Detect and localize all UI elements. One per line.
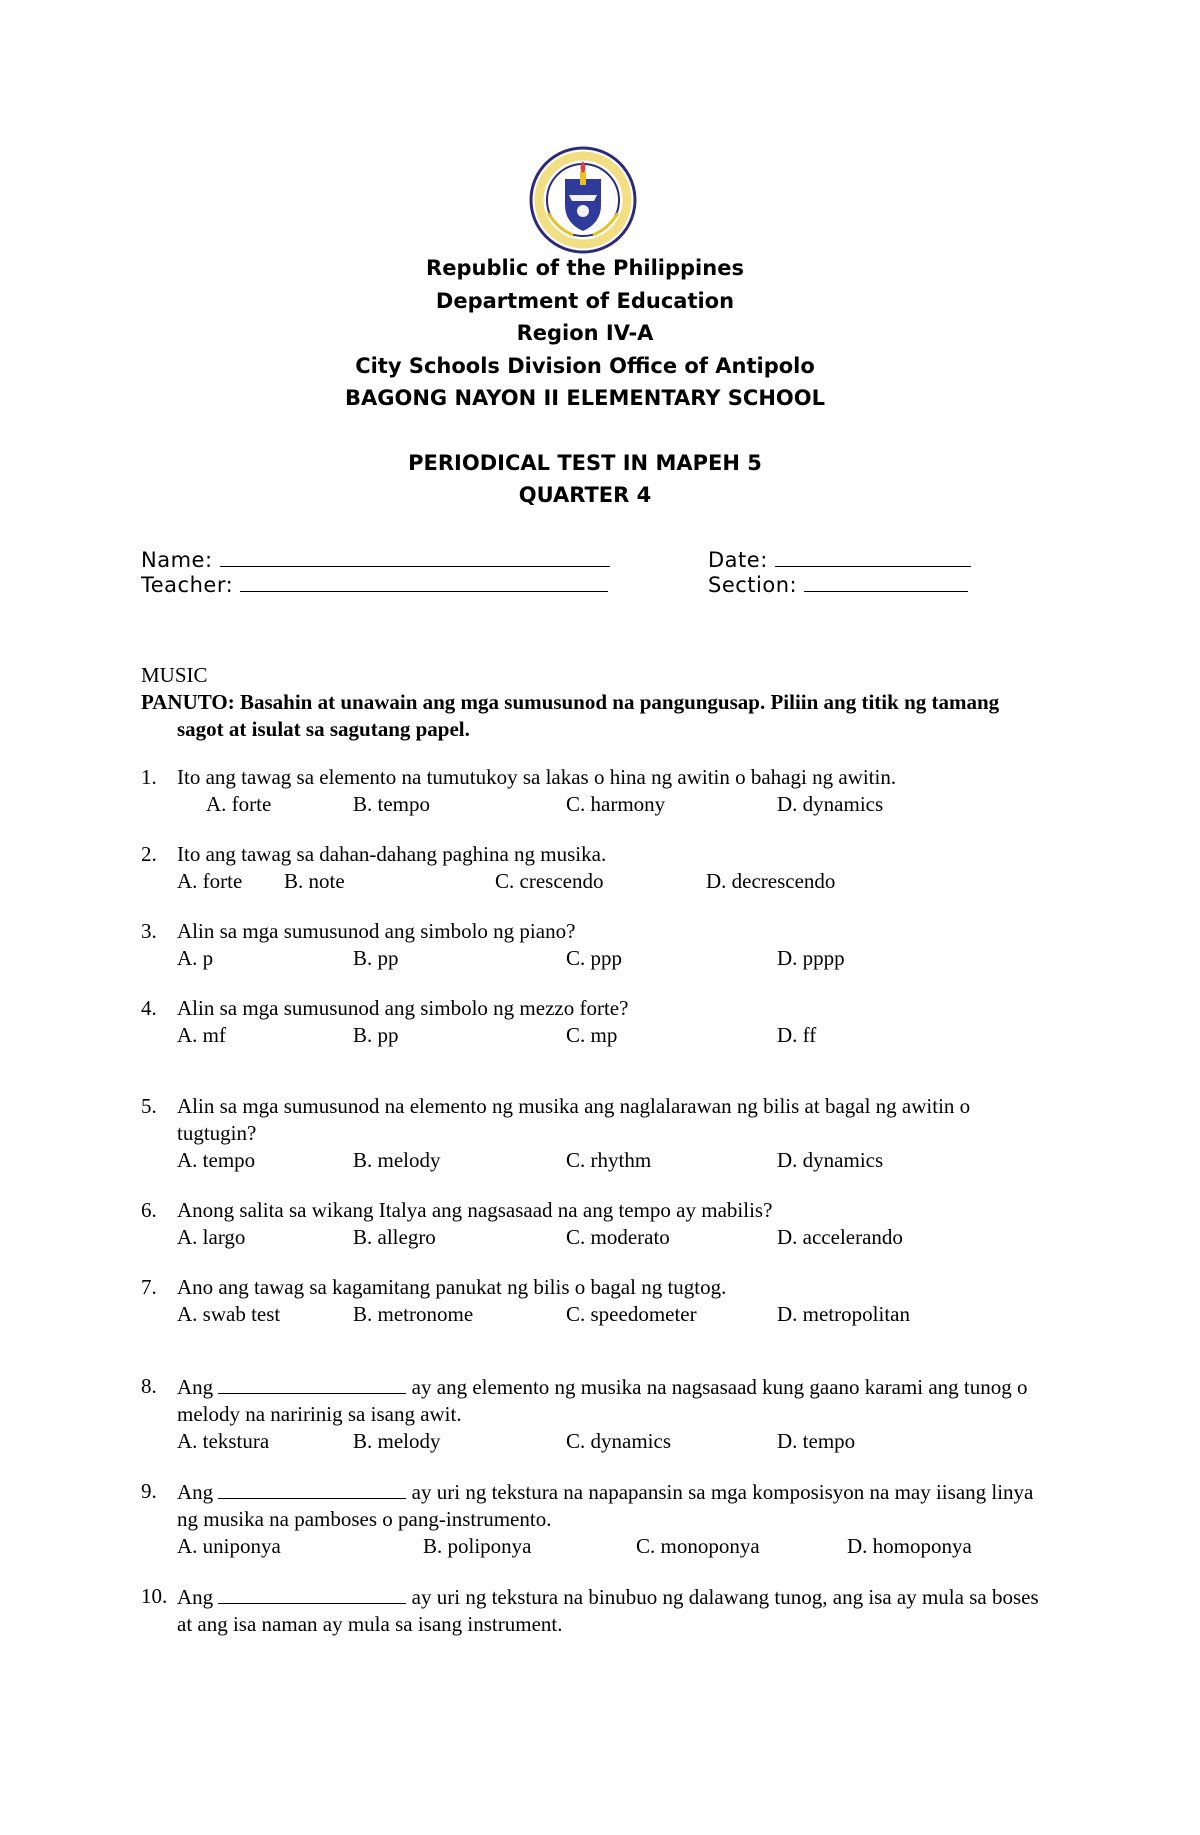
answer-choice[interactable]: A. mf	[177, 1023, 226, 1047]
answer-choice[interactable]: D. accelerando	[777, 1225, 903, 1249]
choice-row	[177, 1428, 1041, 1455]
answer-choice[interactable]: D. dynamics	[777, 1148, 884, 1172]
answer-choice[interactable]: C. rhythm	[566, 1148, 652, 1172]
question-item	[141, 1093, 1041, 1174]
answer-choice[interactable]: D. ff	[777, 1023, 817, 1047]
republic-heading: Republic of the Philippines	[426, 256, 744, 280]
question-item	[141, 1478, 1041, 1560]
answer-choice[interactable]: C. crescendo	[495, 869, 604, 893]
answer-choice[interactable]: B. allegro	[353, 1225, 436, 1249]
answer-choice[interactable]: A. uniponya	[177, 1534, 281, 1558]
question-item	[141, 918, 1041, 972]
question-item	[141, 841, 1041, 895]
document-header	[0, 252, 1170, 512]
question-stem: ay ang elemento ng musika na nagsasaad kung gaano karami ang tunog o melody na naririnig sa isang awit.	[177, 1375, 1028, 1426]
question-text	[177, 1478, 1041, 1533]
answer-choice[interactable]: C. speedometer	[566, 1302, 697, 1326]
question-text	[177, 1197, 1041, 1224]
question-number: 8.	[141, 1374, 157, 1398]
answer-choice[interactable]: B. note	[284, 869, 345, 893]
choice-row	[177, 945, 1041, 972]
question-number: 4.	[141, 996, 157, 1020]
section-title: MUSIC	[141, 663, 208, 687]
question-text	[177, 1373, 1041, 1428]
question-stem: Anong salita sa wikang Italya ang nagsasaad na ang tempo ay mabilis?	[177, 1198, 773, 1222]
school-heading: BAGONG NAYON II ELEMENTARY SCHOOL	[345, 386, 825, 410]
question-number: 6.	[141, 1198, 157, 1222]
question-stem: ay uri ng tekstura na napapansin sa mga komposisyon na may iisang linya ng musika na pamboses o pang-instrumento.	[177, 1480, 1034, 1531]
region-heading: Region IV-A	[516, 321, 654, 345]
answer-choice[interactable]: A. tekstura	[177, 1429, 270, 1453]
choice-row	[177, 1224, 1041, 1251]
instructions: PANUTO: Basahin at unawain ang mga sumusunod na pangungusap. Piliin ang titik ng tamang sagot at isulat sa sagutang papel.	[141, 690, 1000, 741]
answer-choice[interactable]: A. forte	[206, 792, 272, 816]
question-stem: Alin sa mga sumusunod na elemento ng musika ang naglalarawan ng bilis at bagal ng awitin o tugtugin?	[177, 1094, 971, 1145]
question-item	[141, 1583, 1041, 1638]
choice-row	[177, 1022, 1041, 1049]
question-text	[177, 1274, 1041, 1301]
question-prefix: Ang	[177, 1585, 214, 1609]
answer-choice[interactable]: B. tempo	[353, 792, 430, 816]
answer-choice[interactable]: C. monoponya	[636, 1534, 760, 1558]
department-heading: Department of Education	[435, 288, 735, 313]
question-text	[177, 1093, 1041, 1147]
division-heading: City Schools Division Office of Antipolo	[355, 353, 815, 378]
answer-choice[interactable]: C. dynamics	[566, 1429, 671, 1453]
answer-choice[interactable]: B. melody	[353, 1148, 441, 1172]
answer-choice[interactable]: A. tempo	[177, 1148, 256, 1172]
choice-row	[177, 1533, 1041, 1560]
quarter-title: QUARTER 4	[518, 483, 652, 507]
question-number: 9.	[141, 1479, 157, 1503]
answer-choice[interactable]: D. metropolitan	[777, 1302, 910, 1326]
answer-choice[interactable]: B. pp	[353, 946, 399, 970]
date-field[interactable]	[708, 546, 971, 573]
answer-choice[interactable]: B. pp	[353, 1023, 399, 1047]
answer-choice[interactable]: D. decrescendo	[706, 869, 836, 893]
question-number: 2.	[141, 842, 157, 866]
question-number: 5.	[141, 1094, 157, 1118]
answer-choice[interactable]: C. ppp	[566, 946, 623, 970]
answer-choice[interactable]: D. pppp	[777, 946, 845, 970]
answer-choice[interactable]: A. p	[177, 946, 214, 970]
answer-choice[interactable]: B. metronome	[353, 1302, 474, 1326]
question-item	[141, 764, 1041, 818]
question-text	[177, 841, 1041, 868]
question-stem: ay uri ng tekstura na binubuo ng dalawang tunog, ang isa ay mula sa boses at ang isa naman ay mula sa isang instrument.	[177, 1585, 1039, 1636]
question-text	[177, 918, 1041, 945]
name-blank[interactable]	[220, 546, 610, 567]
question-item	[141, 995, 1041, 1049]
section-label: Section:	[708, 573, 798, 597]
teacher-field[interactable]	[141, 571, 608, 598]
question-item	[141, 1373, 1041, 1455]
choice-row	[177, 1301, 1041, 1328]
answer-blank[interactable]	[218, 1373, 406, 1394]
choice-row	[177, 791, 1041, 818]
name-label: Name:	[141, 548, 213, 572]
answer-blank[interactable]	[218, 1478, 406, 1499]
question-stem: Ito ang tawag sa elemento na tumutukoy sa lakas o hina ng awitin o bahagi ng awitin.	[177, 765, 897, 789]
answer-choice[interactable]: A. swab test	[177, 1302, 281, 1326]
date-blank[interactable]	[775, 546, 971, 567]
question-prefix: Ang	[177, 1375, 214, 1399]
question-number: 3.	[141, 919, 157, 943]
question-item	[141, 1197, 1041, 1251]
question-item	[141, 1274, 1041, 1328]
question-number: 10.	[141, 1584, 168, 1608]
question-list	[141, 764, 1041, 1638]
answer-choice[interactable]: D. homoponya	[847, 1534, 972, 1558]
test-body	[141, 662, 1041, 1638]
name-field[interactable]	[141, 546, 610, 573]
choice-row	[177, 1147, 1041, 1174]
answer-choice[interactable]: D. dynamics	[777, 792, 884, 816]
answer-blank[interactable]	[218, 1583, 406, 1604]
answer-choice[interactable]: D. tempo	[777, 1429, 856, 1453]
section-field[interactable]	[708, 571, 968, 598]
answer-choice[interactable]: B. poliponya	[423, 1534, 532, 1558]
answer-choice[interactable]: B. melody	[353, 1429, 441, 1453]
question-stem: Alin sa mga sumusunod ang simbolo ng mezzo forte?	[177, 996, 629, 1020]
question-stem: Alin sa mga sumusunod ang simbolo ng piano?	[177, 919, 576, 943]
teacher-label: Teacher:	[141, 573, 234, 597]
question-stem: Ano ang tawag sa kagamitang panukat ng bilis o bagal ng tugtog.	[177, 1275, 727, 1299]
question-text	[177, 1583, 1041, 1638]
test-title: PERIODICAL TEST IN MAPEH 5	[408, 450, 762, 475]
section-blank[interactable]	[804, 571, 968, 592]
teacher-blank[interactable]	[240, 571, 608, 592]
question-text	[177, 764, 1041, 791]
deped-seal-logo	[528, 145, 638, 255]
choice-row	[177, 868, 1041, 895]
answer-choice[interactable]: A. forte	[177, 869, 243, 893]
question-number: 1.	[141, 765, 157, 789]
question-stem: Ito ang tawag sa dahan-dahang paghina ng musika.	[177, 842, 607, 866]
answer-choice[interactable]: C. harmony	[566, 792, 666, 816]
answer-choice[interactable]: C. moderato	[566, 1225, 670, 1249]
date-label: Date:	[708, 548, 768, 572]
question-text	[177, 995, 1041, 1022]
question-number: 7.	[141, 1275, 157, 1299]
answer-choice[interactable]: C. mp	[566, 1023, 618, 1047]
answer-choice[interactable]: A. largo	[177, 1225, 246, 1249]
question-prefix: Ang	[177, 1480, 214, 1504]
